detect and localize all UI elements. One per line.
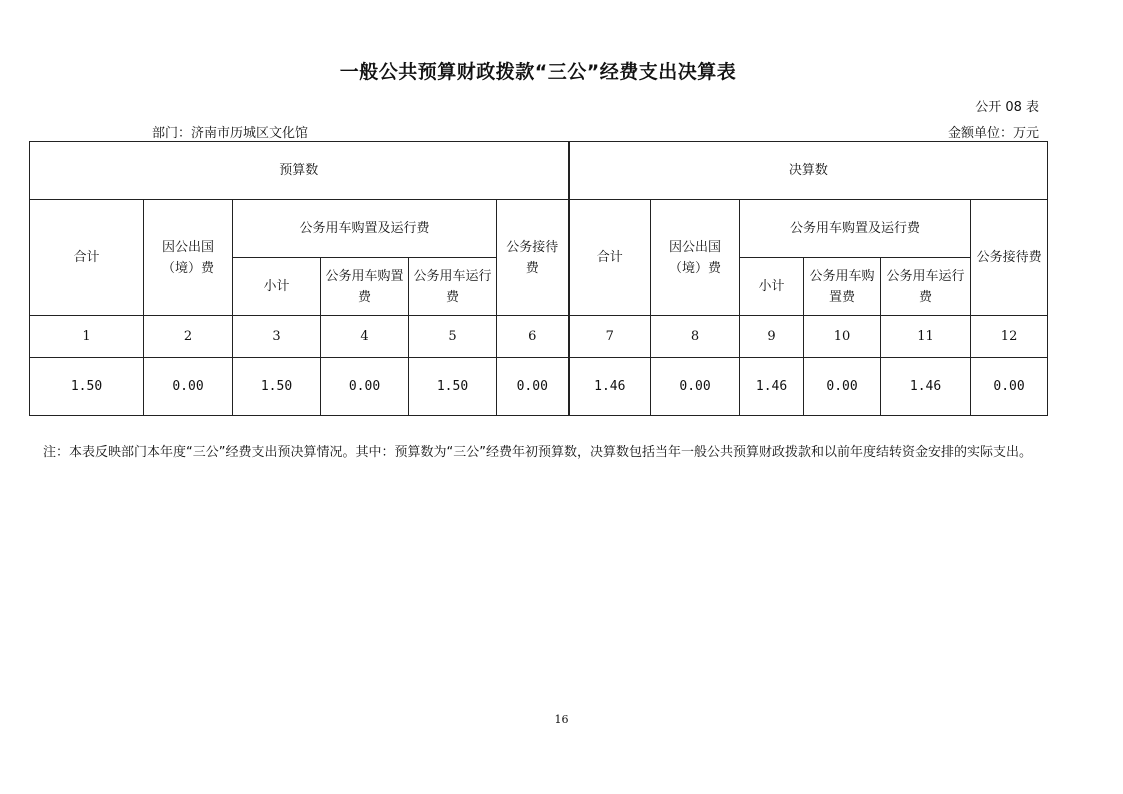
column-number: 1 — [30, 316, 144, 358]
department-label: 部门：济南市历城区文化馆 — [152, 126, 309, 141]
final-vehicle-header: 公务用车购置及运行费 — [740, 200, 971, 258]
budget-purchase-header: 公务用车购置费 — [321, 258, 409, 316]
value-cell: 0.00 — [804, 358, 881, 416]
column-number: 7 — [569, 316, 651, 358]
value-cell: 1.50 — [30, 358, 144, 416]
budget-abroad-header: 因公出国（境）费 — [144, 200, 233, 316]
column-number: 4 — [321, 316, 409, 358]
page-title: 一般公共预算财政拨款“三公”经费支出决算表 — [339, 61, 737, 83]
column-number: 12 — [971, 316, 1048, 358]
value-cell: 1.46 — [881, 358, 971, 416]
final-operation-header: 公务用车运行费 — [881, 258, 971, 316]
final-reception-header: 公务接待费 — [971, 200, 1048, 316]
value-cell: 1.50 — [409, 358, 497, 416]
column-number: 2 — [144, 316, 233, 358]
final-total-header: 合计 — [569, 200, 651, 316]
budget-subtotal-header: 小计 — [233, 258, 321, 316]
budget-operation-header: 公务用车运行费 — [409, 258, 497, 316]
budget-group-header: 预算数 — [30, 142, 569, 200]
value-cell: 0.00 — [144, 358, 233, 416]
value-cell: 1.46 — [569, 358, 651, 416]
amount-unit-label: 金额单位：万元 — [947, 126, 1039, 141]
budget-vehicle-header: 公务用车购置及运行费 — [233, 200, 497, 258]
budget-reception-header: 公务接待费 — [497, 200, 569, 316]
table-note: 注：本表反映部门本年度“三公”经费支出预决算情况。其中：预算数为“三公”经费年初预算数，决算数包括当年一般公共预算财政拨款和以前年度结转资金安排的实际支出。 — [43, 445, 1032, 460]
column-number: 11 — [881, 316, 971, 358]
column-number: 8 — [651, 316, 740, 358]
final-abroad-header: 因公出国（境）费 — [651, 200, 740, 316]
value-cell: 0.00 — [971, 358, 1048, 416]
column-number: 3 — [233, 316, 321, 358]
final-group-header: 决算数 — [569, 142, 1048, 200]
column-number: 9 — [740, 316, 804, 358]
column-number-row — [30, 316, 1048, 358]
page-number: 16 — [554, 713, 569, 726]
value-cell: 1.46 — [740, 358, 804, 416]
value-cell: 0.00 — [651, 358, 740, 416]
value-cell: 0.00 — [497, 358, 569, 416]
form-number: 公开 08 表 — [975, 100, 1039, 115]
budget-total-header: 合计 — [30, 200, 144, 316]
column-number: 6 — [497, 316, 569, 358]
value-cell: 1.50 — [233, 358, 321, 416]
final-subtotal-header: 小计 — [740, 258, 804, 316]
column-number: 5 — [409, 316, 497, 358]
expenditure-table — [29, 141, 1048, 416]
column-number: 10 — [804, 316, 881, 358]
value-cell: 0.00 — [321, 358, 409, 416]
final-purchase-header: 公务用车购置费 — [804, 258, 881, 316]
table-row — [30, 358, 1048, 416]
